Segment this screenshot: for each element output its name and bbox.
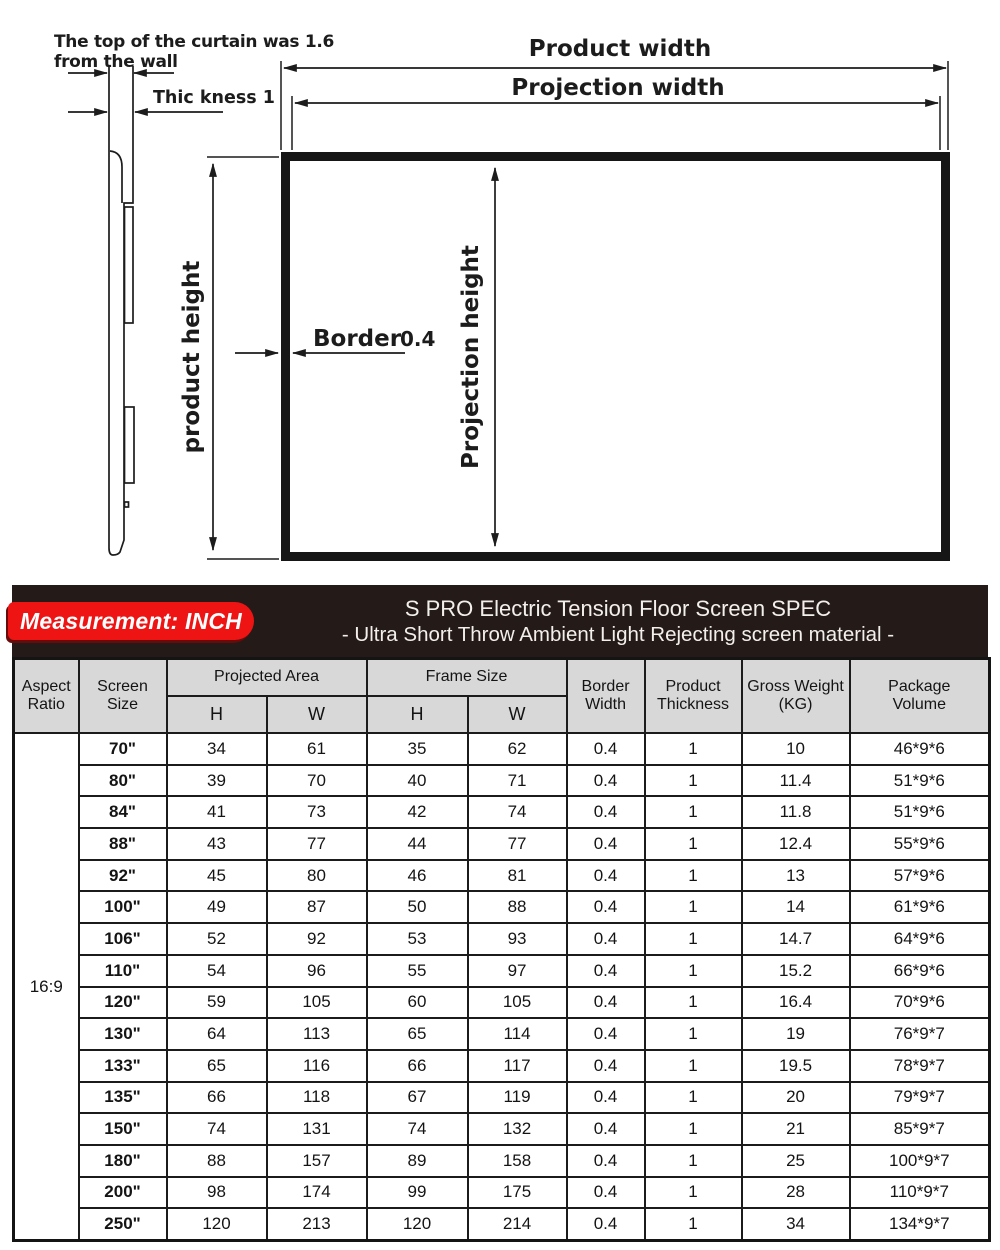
value-cell: 1 xyxy=(645,733,742,765)
value-cell: 158 xyxy=(468,1145,567,1177)
value-cell: 0.4 xyxy=(567,891,645,923)
value-cell: 97 xyxy=(468,955,567,987)
value-cell: 98 xyxy=(167,1177,267,1209)
table-row xyxy=(14,828,990,860)
value-cell: 157 xyxy=(267,1145,367,1177)
value-cell: 77 xyxy=(468,828,567,860)
value-cell: 120 xyxy=(167,1208,267,1240)
table-row xyxy=(14,1018,990,1050)
screen-size-cell: 84" xyxy=(79,796,167,828)
value-cell: 99 xyxy=(367,1177,468,1209)
screen-size-cell: 110" xyxy=(79,955,167,987)
value-cell: 65 xyxy=(167,1050,267,1082)
value-cell: 52 xyxy=(167,923,267,955)
value-cell: 175 xyxy=(468,1177,567,1209)
spec-title-line2: - Ultra Short Throw Ambient Light Rejecting screen material - xyxy=(341,622,895,646)
value-cell: 64 xyxy=(167,1018,267,1050)
screen-size-cell: 80" xyxy=(79,765,167,797)
screen-size-cell: 92" xyxy=(79,860,167,892)
value-cell: 120 xyxy=(367,1208,468,1240)
latch-notch xyxy=(125,502,129,507)
front-frame xyxy=(286,157,946,557)
value-cell: 0.4 xyxy=(567,1145,645,1177)
header-product-thickness: Product Thickness xyxy=(645,659,742,734)
value-cell: 59 xyxy=(167,987,267,1019)
screen-size-cell: 88" xyxy=(79,828,167,860)
table-row xyxy=(14,891,990,923)
curtain-curl xyxy=(110,151,122,203)
value-cell: 1 xyxy=(645,796,742,828)
value-cell: 80 xyxy=(267,860,367,892)
table-row xyxy=(14,1082,990,1114)
value-cell: 19 xyxy=(742,1018,850,1050)
value-cell: 0.4 xyxy=(567,1082,645,1114)
value-cell: 100*9*7 xyxy=(850,1145,990,1177)
table-row xyxy=(14,955,990,987)
value-cell: 0.4 xyxy=(567,987,645,1019)
value-cell: 114 xyxy=(468,1018,567,1050)
value-cell: 61*9*6 xyxy=(850,891,990,923)
screen-size-cell: 100" xyxy=(79,891,167,923)
value-cell: 61 xyxy=(267,733,367,765)
table-row xyxy=(14,1177,990,1209)
value-cell: 54 xyxy=(167,955,267,987)
value-cell: 1 xyxy=(645,1050,742,1082)
table-row xyxy=(14,860,990,892)
value-cell: 66 xyxy=(167,1082,267,1114)
value-cell: 110*9*7 xyxy=(850,1177,990,1209)
value-cell: 0.4 xyxy=(567,1113,645,1145)
value-cell: 28 xyxy=(742,1177,850,1209)
projection-width-label: Projection width xyxy=(511,75,725,101)
value-cell: 0.4 xyxy=(567,1177,645,1209)
header-border-width: Border Width xyxy=(567,659,645,734)
value-cell: 51*9*6 xyxy=(850,765,990,797)
value-cell: 34 xyxy=(167,733,267,765)
value-cell: 85*9*7 xyxy=(850,1113,990,1145)
spec-title xyxy=(254,595,988,648)
screen-size-cell: 135" xyxy=(79,1082,167,1114)
screen-size-cell: 133" xyxy=(79,1050,167,1082)
value-cell: 79*9*7 xyxy=(850,1082,990,1114)
header-aspect-ratio: Aspect Ratio xyxy=(14,659,79,734)
product-width-label: Product width xyxy=(528,36,712,62)
value-cell: 71 xyxy=(468,765,567,797)
table-row xyxy=(14,1050,990,1082)
spec-table xyxy=(12,657,991,1242)
value-cell: 14.7 xyxy=(742,923,850,955)
value-cell: 46*9*6 xyxy=(850,733,990,765)
value-cell: 11.8 xyxy=(742,796,850,828)
table-row xyxy=(14,987,990,1019)
value-cell: 0.4 xyxy=(567,1208,645,1240)
value-cell: 1 xyxy=(645,765,742,797)
table-row xyxy=(14,733,990,765)
value-cell: 12.4 xyxy=(742,828,850,860)
value-cell: 77 xyxy=(267,828,367,860)
border-value: 0.4 xyxy=(400,327,436,351)
bracket-upper xyxy=(125,207,134,323)
header-package-volume: Package Volume xyxy=(850,659,990,734)
value-cell: 1 xyxy=(645,860,742,892)
value-cell: 131 xyxy=(267,1113,367,1145)
measurement-badge xyxy=(8,602,254,640)
value-cell: 67 xyxy=(367,1082,468,1114)
value-cell: 0.4 xyxy=(567,765,645,797)
table-header-row-1 xyxy=(14,659,990,697)
value-cell: 53 xyxy=(367,923,468,955)
measurement-badge-label: Measurement: INCH xyxy=(20,607,242,634)
screen-size-cell: 130" xyxy=(79,1018,167,1050)
value-cell: 70*9*6 xyxy=(850,987,990,1019)
table-row xyxy=(14,796,990,828)
value-cell: 1 xyxy=(645,891,742,923)
value-cell: 134*9*7 xyxy=(850,1208,990,1240)
value-cell: 96 xyxy=(267,955,367,987)
value-cell: 0.4 xyxy=(567,828,645,860)
value-cell: 64*9*6 xyxy=(850,923,990,955)
value-cell: 88 xyxy=(468,891,567,923)
value-cell: 1 xyxy=(645,923,742,955)
value-cell: 1 xyxy=(645,1113,742,1145)
screen-size-cell: 180" xyxy=(79,1145,167,1177)
value-cell: 46 xyxy=(367,860,468,892)
screen-size-cell: 106" xyxy=(79,923,167,955)
value-cell: 10 xyxy=(742,733,850,765)
header-projected-w: W xyxy=(267,696,367,733)
header-frame-w: W xyxy=(468,696,567,733)
value-cell: 105 xyxy=(267,987,367,1019)
value-cell: 74 xyxy=(367,1113,468,1145)
value-cell: 113 xyxy=(267,1018,367,1050)
value-cell: 51*9*6 xyxy=(850,796,990,828)
value-cell: 93 xyxy=(468,923,567,955)
value-cell: 35 xyxy=(367,733,468,765)
value-cell: 44 xyxy=(367,828,468,860)
value-cell: 117 xyxy=(468,1050,567,1082)
value-cell: 0.4 xyxy=(567,955,645,987)
value-cell: 74 xyxy=(468,796,567,828)
value-cell: 66*9*6 xyxy=(850,955,990,987)
value-cell: 1 xyxy=(645,1082,742,1114)
table-row xyxy=(14,1113,990,1145)
spec-table-body xyxy=(14,733,990,1241)
value-cell: 0.4 xyxy=(567,923,645,955)
value-cell: 62 xyxy=(468,733,567,765)
aspect-ratio-cell: 16:9 xyxy=(14,733,79,1241)
product-height-label: product height xyxy=(179,260,205,454)
value-cell: 40 xyxy=(367,765,468,797)
value-cell: 214 xyxy=(468,1208,567,1240)
value-cell: 34 xyxy=(742,1208,850,1240)
value-cell: 0.4 xyxy=(567,860,645,892)
value-cell: 132 xyxy=(468,1113,567,1145)
value-cell: 213 xyxy=(267,1208,367,1240)
value-cell: 15.2 xyxy=(742,955,850,987)
header-frame-size: Frame Size xyxy=(367,659,567,697)
value-cell: 89 xyxy=(367,1145,468,1177)
value-cell: 39 xyxy=(167,765,267,797)
value-cell: 41 xyxy=(167,796,267,828)
spec-header-bar xyxy=(12,585,988,657)
value-cell: 73 xyxy=(267,796,367,828)
value-cell: 1 xyxy=(645,955,742,987)
value-cell: 1 xyxy=(645,987,742,1019)
value-cell: 19.5 xyxy=(742,1050,850,1082)
extension-lines xyxy=(207,61,948,559)
header-screen-size: Screen Size xyxy=(79,659,167,734)
header-frame-h: H xyxy=(367,696,468,733)
value-cell: 119 xyxy=(468,1082,567,1114)
screen-size-cell: 250" xyxy=(79,1208,167,1240)
table-row xyxy=(14,1208,990,1240)
value-cell: 55 xyxy=(367,955,468,987)
spec-title-line1: S PRO Electric Tension Floor Screen SPEC xyxy=(404,595,832,621)
value-cell: 43 xyxy=(167,828,267,860)
value-cell: 87 xyxy=(267,891,367,923)
value-cell: 55*9*6 xyxy=(850,828,990,860)
value-cell: 76*9*7 xyxy=(850,1018,990,1050)
value-cell: 45 xyxy=(167,860,267,892)
value-cell: 78*9*7 xyxy=(850,1050,990,1082)
value-cell: 21 xyxy=(742,1113,850,1145)
value-cell: 11.4 xyxy=(742,765,850,797)
value-cell: 0.4 xyxy=(567,733,645,765)
side-view-profile xyxy=(109,66,134,555)
value-cell: 50 xyxy=(367,891,468,923)
value-cell: 92 xyxy=(267,923,367,955)
screen-size-cell: 200" xyxy=(79,1177,167,1209)
projection-height-label: Projection height xyxy=(458,245,484,469)
value-cell: 174 xyxy=(267,1177,367,1209)
value-cell: 0.4 xyxy=(567,796,645,828)
header-projected-h: H xyxy=(167,696,267,733)
value-cell: 116 xyxy=(267,1050,367,1082)
screen-size-cell: 120" xyxy=(79,987,167,1019)
value-cell: 1 xyxy=(645,1145,742,1177)
value-cell: 88 xyxy=(167,1145,267,1177)
value-cell: 1 xyxy=(645,1018,742,1050)
value-cell: 66 xyxy=(367,1050,468,1082)
value-cell: 0.4 xyxy=(567,1018,645,1050)
table-row xyxy=(14,923,990,955)
curtain-note-line1: The top of the curtain was 1.6 xyxy=(54,32,335,52)
value-cell: 49 xyxy=(167,891,267,923)
value-cell: 60 xyxy=(367,987,468,1019)
border-label: Border xyxy=(313,326,402,352)
value-cell: 74 xyxy=(167,1113,267,1145)
screen-size-cell: 150" xyxy=(79,1113,167,1145)
value-cell: 118 xyxy=(267,1082,367,1114)
screen-size-cell: 70" xyxy=(79,733,167,765)
value-cell: 20 xyxy=(742,1082,850,1114)
value-cell: 1 xyxy=(645,1208,742,1240)
value-cell: 25 xyxy=(742,1145,850,1177)
value-cell: 65 xyxy=(367,1018,468,1050)
bracket-lower xyxy=(125,407,135,483)
value-cell: 16.4 xyxy=(742,987,850,1019)
value-cell: 14 xyxy=(742,891,850,923)
curtain-note-line2: from the wall xyxy=(54,52,178,72)
header-projected-area: Projected Area xyxy=(167,659,367,697)
table-row xyxy=(14,765,990,797)
table-row xyxy=(14,1145,990,1177)
value-cell: 42 xyxy=(367,796,468,828)
value-cell: 1 xyxy=(645,1177,742,1209)
value-cell: 13 xyxy=(742,860,850,892)
thickness-label: Thic kness 1 xyxy=(153,88,275,108)
value-cell: 0.4 xyxy=(567,1050,645,1082)
value-cell: 81 xyxy=(468,860,567,892)
header-gross-weight: Gross Weight (KG) xyxy=(742,659,850,734)
value-cell: 57*9*6 xyxy=(850,860,990,892)
dimension-diagram xyxy=(0,0,1000,580)
value-cell: 1 xyxy=(645,828,742,860)
value-cell: 70 xyxy=(267,765,367,797)
value-cell: 105 xyxy=(468,987,567,1019)
